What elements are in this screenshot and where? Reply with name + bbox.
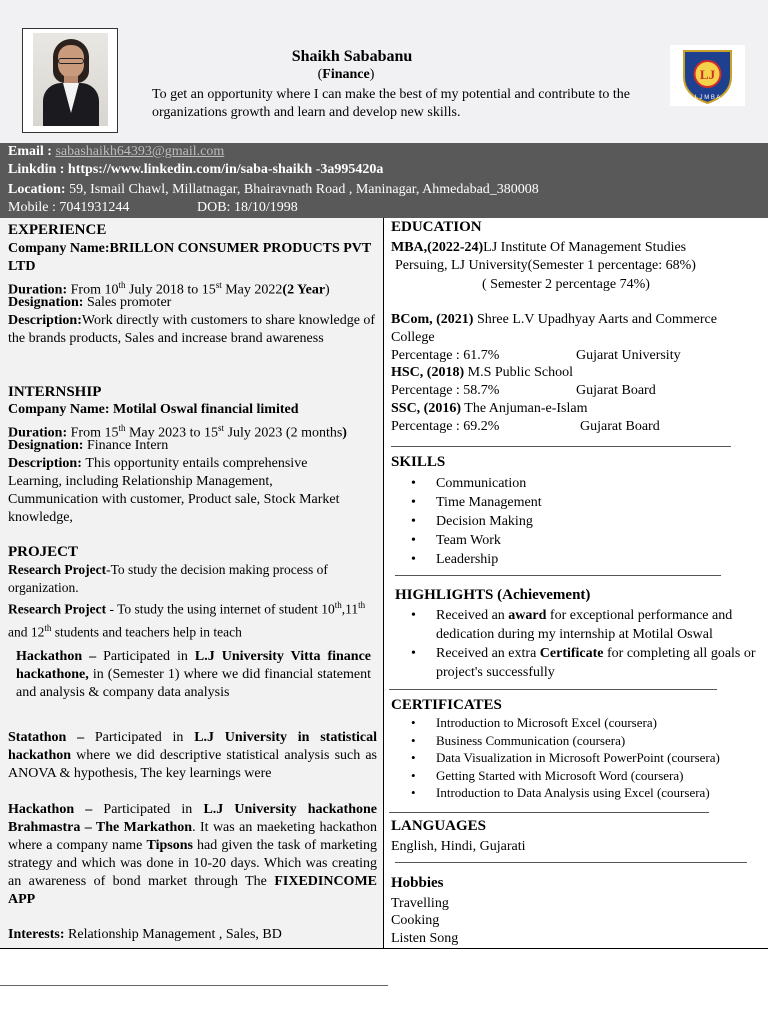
hobby-item: Cooking [391,913,440,928]
experience-description: Description:Work directly with customers to share knowledge of the brands products, Sales and increase brand awareness [8,313,376,346]
highlights-heading: HIGHLIGHTS (Achievement) [395,587,591,603]
certificate-item: • Getting Started with Microsoft Word (coursera) [391,767,765,785]
hackathon-vitta: Hackathon – Participated in L.J University Vitta finance hackathone, in (Semester 1) where we did financial statement and analysis & company data analysis [16,649,372,700]
statathon: Statathon – Participated in L.J University in statistical hackathon where we did descriptive statistical analysis such as ANOVA & hypothesis, The key learnings were [8,730,377,781]
certificates-list [391,714,765,802]
education-hsc: HSC, (2018) M.S Public School [391,365,574,380]
internship-description: Description: This opportunity entails comprehensive Learning, including Relationship Management, Cummunication with customer, Product sale, Stock Market knowledge, [8,456,340,525]
email-line: Email : sabashaikh64393@gmail.com [8,144,225,159]
skill-item: • Decision Making [391,512,761,531]
internship-heading: INTERNSHIP [8,384,102,400]
career-objective: To get an opportunity where I can make the best of my potential and contribute to the organizations growth and learn and develop new skills. [152,87,630,120]
divider-certificates [389,812,709,813]
education-hsc-board: Gujarat Board [576,383,656,398]
education-ssc-board: Gujarat Board [580,419,660,434]
linkedin-line[interactable]: Linkdin : https://www.linkedin.com/in/saba-shaikh -3a995420a [8,162,384,177]
languages-list: English, Hindi, Gujarati [391,839,526,854]
institute-logo [670,45,745,106]
skill-item: • Time Management [391,493,761,512]
email-link[interactable]: sabashaikh64393@gmail.com [55,144,225,159]
education-heading: EDUCATION [391,219,482,235]
certificate-item: • Data Visualization in Microsoft PowerPoint (coursera) [391,749,765,767]
hobbies-heading: Hobbies [391,875,444,891]
experience-company: Company Name:BRILLON CONSUMER PRODUCTS PVT LTD [8,241,371,274]
education-ssc: SSC, (2016) The Anjuman-e-Islam [391,401,588,416]
internship-duration: Duration: From 15th May 2023 to 15st July 2023 (2 months) [8,423,347,441]
hackathon-brahmastra: Hackathon – Participated in L.J University hackathone Brahmastra – The Markathon. It was an maeketing hackathon where a company name Tipsons had given the task of marketing strategy and which was done in 10-20 days. Which was creating an awareness of bond market through The FIXEDINCOME APP [8,802,377,907]
footer-line [0,985,388,986]
svg-text:LJ: LJ [699,67,716,82]
certificate-item: • Introduction to Microsoft Excel (coursera) [391,714,765,732]
education-mba: MBA,(2022-24)LJ Institute Of Management Studies [391,240,687,255]
internship-company: Company Name: Motilal Oswal financial limited [8,402,299,417]
experience-duration: Duration: From 10th July 2018 to 15st May 2022(2 Year) [8,280,330,298]
divider-highlights [389,689,717,690]
certificate-item: • Business Communication (coursera) [391,732,765,750]
hobby-item: Listen Song [391,931,459,946]
highlight-award: • Received an award for exceptional performance and dedication during my internship at Motilal Oswal [391,606,765,644]
skills-heading: SKILLS [391,454,446,470]
candidate-name: Shaikh Sababanu [291,48,413,65]
education-bcom-percentage: Percentage : 61.7% [391,348,500,363]
project-heading: PROJECT [8,544,79,560]
dob: DOB: 18/10/1998 [197,200,298,215]
divider-education [391,446,731,447]
experience-heading: EXPERIENCE [8,222,107,238]
skill-item: • Team Work [391,531,761,550]
research-project-1: Research Project-To study the decision making process of organization. [8,562,328,595]
education-ssc-percentage: Percentage : 69.2% [391,419,500,434]
education-mba-status: Persuing, LJ University(Semester 1 percentage: 68%) [395,258,696,273]
internship-designation: Designation: Finance Intern [8,438,169,453]
highlight-certificate: • Received an extra Certificate for completing all goals or project's successfully [391,644,765,682]
languages-heading: LANGUAGES [391,818,487,834]
education-mba-sem2: ( Semester 2 percentage 74%) [482,277,650,292]
research-project-2: Research Project - To study the using internet of student 10th,11th and 12th students and teachers help in teach [8,600,366,639]
certificate-item: • Introduction to Data Analysis using Excel (coursera) [391,784,765,802]
skills-list [391,474,761,569]
divider-skills [395,575,721,576]
location-line: Location: 59, Ismail Chawl, Millatnagar, Bhairavnath Road , Maninagar, Ahmedabad_380008 [8,182,539,197]
education-bcom: BCom, (2021) Shree L.V Upadhyay Aarts and Commerce College [391,312,717,345]
certificates-heading: CERTIFICATES [391,697,502,713]
svg-text:L J M B A: L J M B A [694,95,721,101]
hobby-item: Travelling [391,896,449,911]
education-bcom-board: Gujarat University [576,348,681,363]
highlights-list [391,606,765,682]
skill-item: • Leadership [391,550,761,569]
interests: Interests: Relationship Management , Sales, BD [8,927,282,942]
experience-designation: Designation: Sales promoter [8,295,172,310]
education-hsc-percentage: Percentage : 58.7% [391,383,500,398]
contact-bar [0,143,768,218]
department-name: Finance [322,67,370,82]
skill-item: • Communication [391,474,761,493]
mobile-line: Mobile : 7041931244 [8,200,130,215]
department: (Finance) [317,67,375,82]
divider-languages [395,862,747,863]
